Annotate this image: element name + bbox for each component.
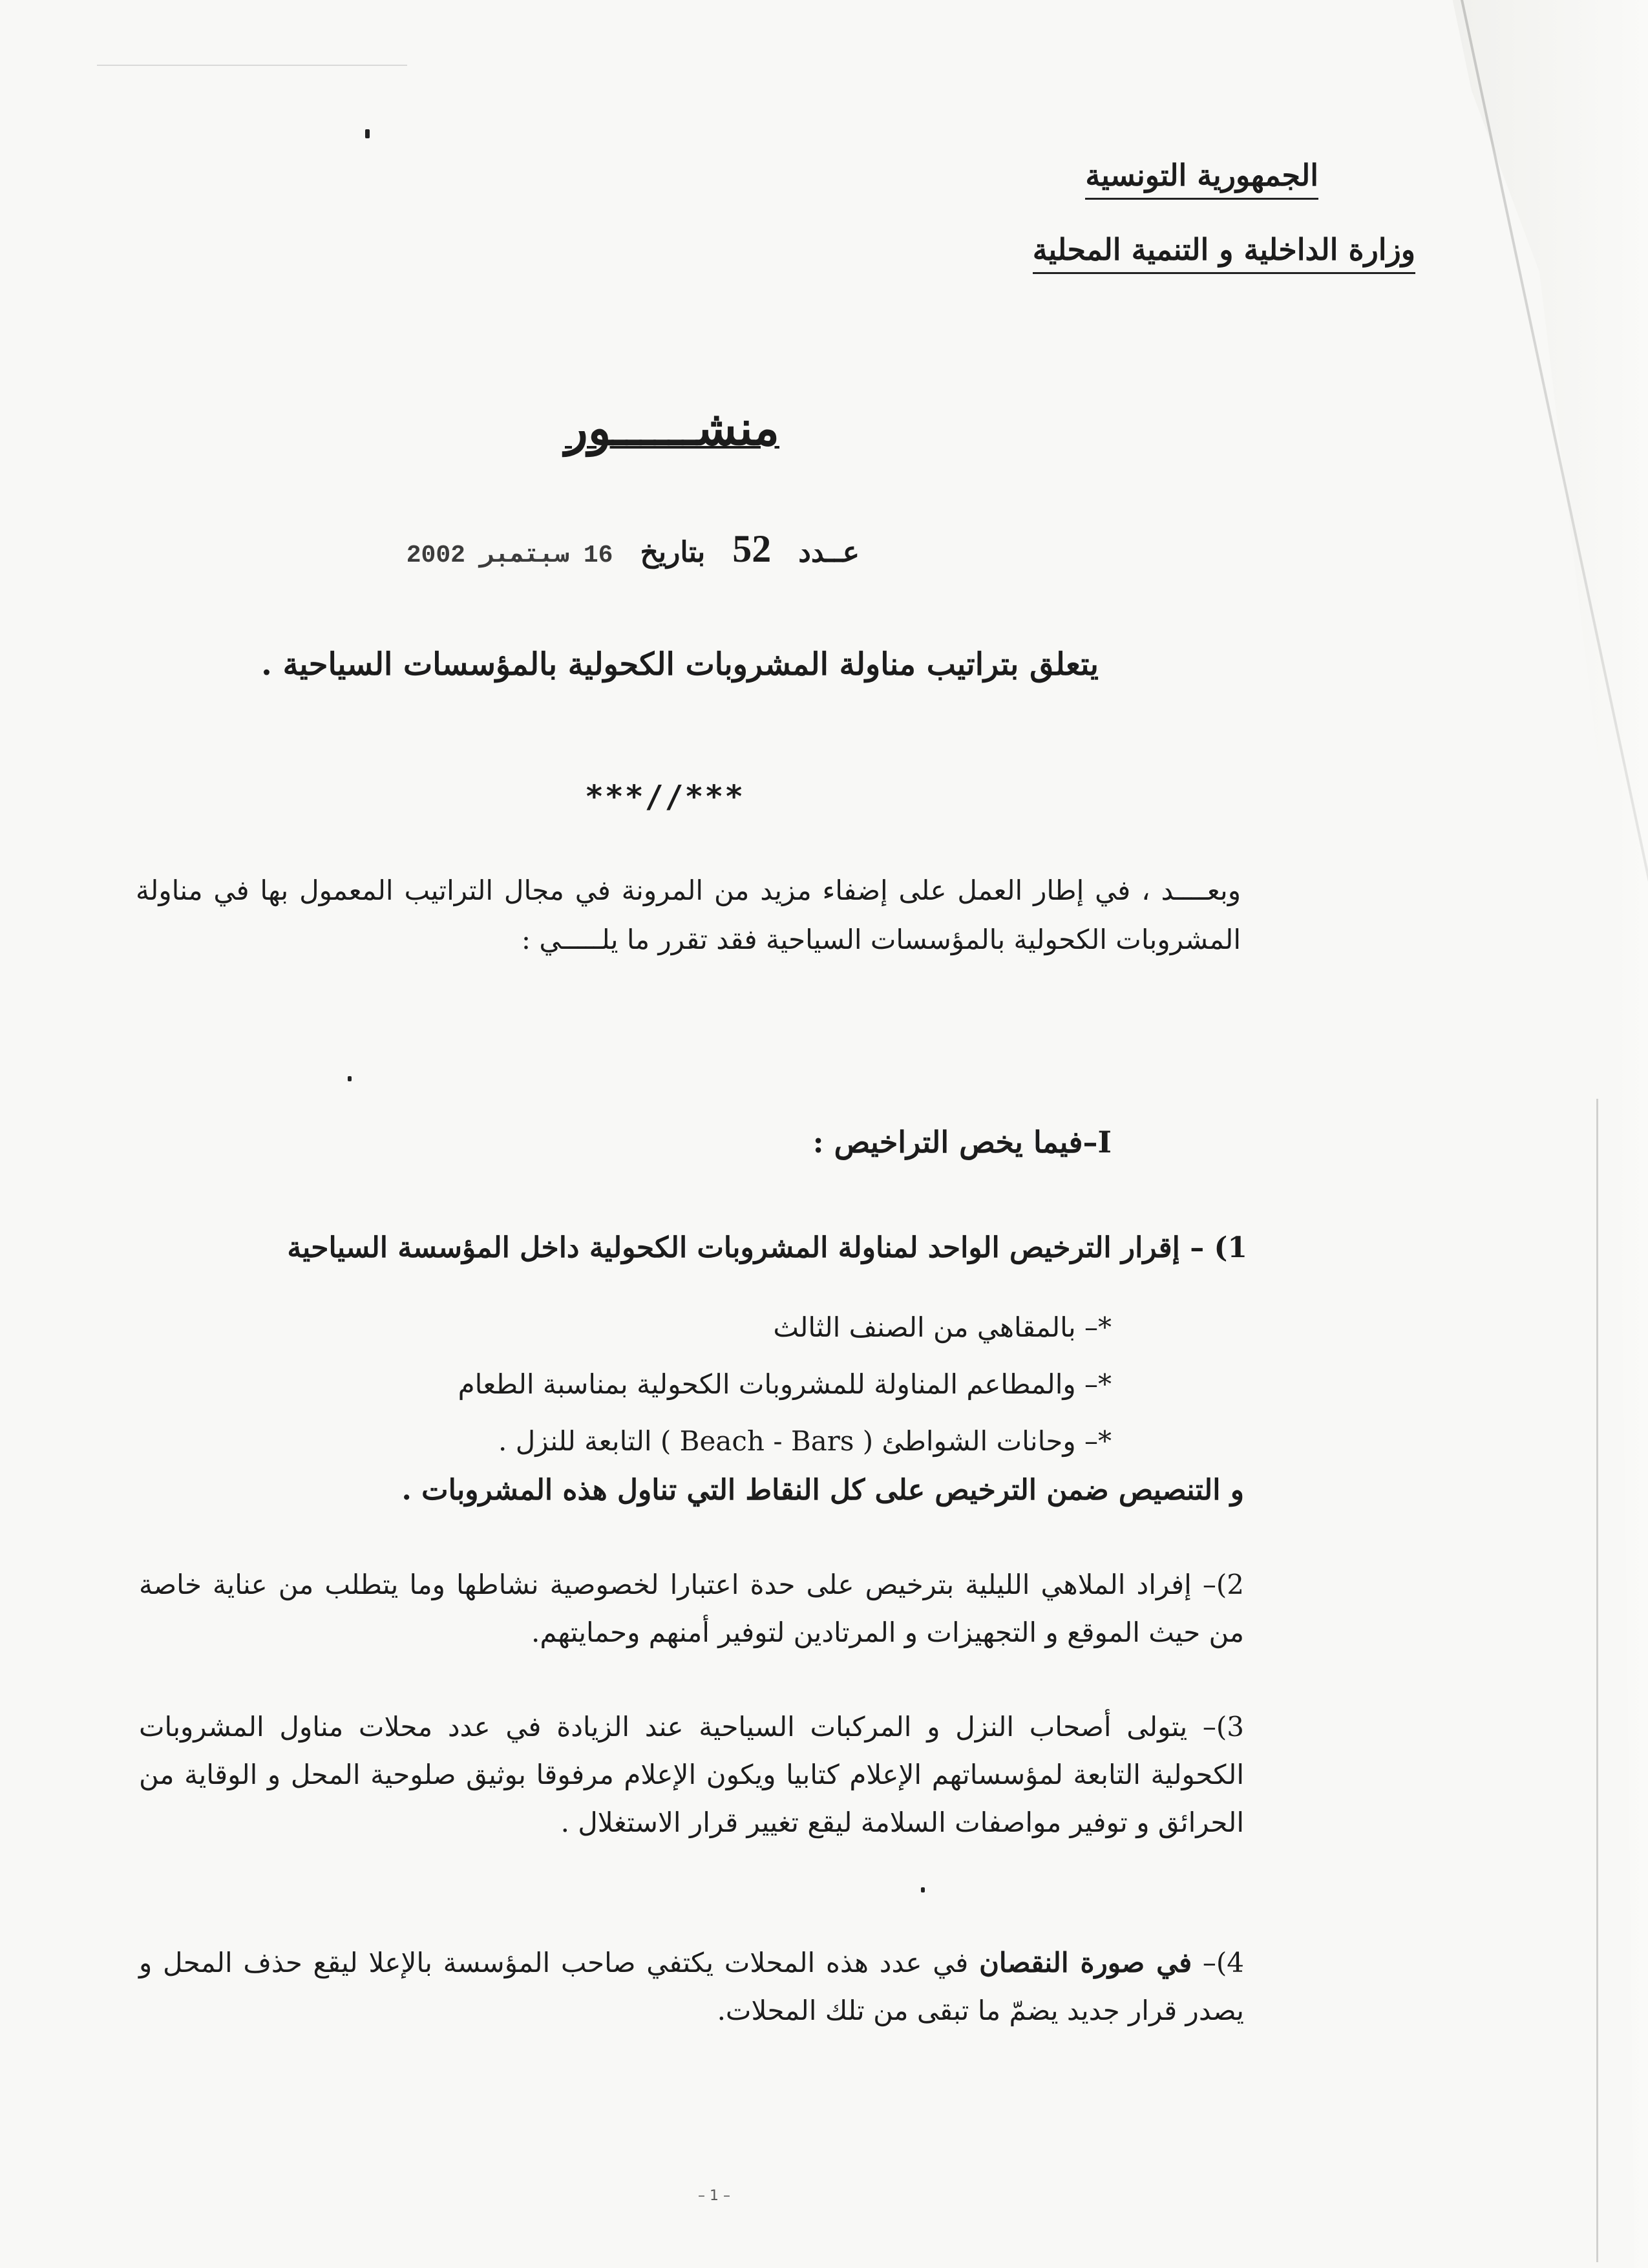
item-1-bullets xyxy=(458,1299,1112,1470)
bullet-beach-bars: *– وحانات الشواطئ ( Beach - Bars ) التابعة للنزل . xyxy=(498,1425,1112,1457)
document-title: منشــــــور xyxy=(564,401,780,456)
page-edge-line xyxy=(1596,1099,1598,2262)
circular-number-row xyxy=(407,527,860,571)
item-4-bold: في صورة النقصان xyxy=(979,1947,1192,1978)
bullet-cafes: *– بالمقاهي من الصنف الثالث xyxy=(773,1311,1112,1343)
number-label: عــدد xyxy=(798,536,860,569)
ink-speck xyxy=(348,1076,352,1081)
ink-speck xyxy=(365,129,370,138)
ink-speck xyxy=(921,1887,925,1892)
date-label: بتاريخ xyxy=(640,536,706,569)
header-ministry: وزارة الداخلية و التنمية المحلية xyxy=(1033,229,1415,270)
item-4-paragraph xyxy=(139,1939,1244,2035)
separator: ***//*** xyxy=(585,779,745,815)
item-1-number: 1) – xyxy=(1190,1231,1247,1264)
item-2-number: 2)– xyxy=(1202,1569,1244,1600)
number-value: 52 xyxy=(732,527,772,570)
faint-top-rule xyxy=(97,65,407,66)
subject-line: يتعلق بتراتيب مناولة المشروبات الكحولية بالمؤسسات السياحية . xyxy=(261,646,1099,683)
item-4-text: في عدد هذه المحلات يكتفي صاحب المؤسسة بالإعلا ليقع حذف المحل و يصدر قرار جديد يضمّ ما تبقى من تلك المحلات. xyxy=(139,1947,1244,2026)
bullet-restaurants: *– والمطاعم المناولة للمشروبات الكحولية بمناسبة الطعام xyxy=(458,1368,1112,1400)
page-number: – 1 – xyxy=(698,2188,730,2204)
item-3-text: يتولى أصحاب النزل و المركبات السياحية عند الزيادة في عدد محلات مناول المشروبات الكحولية التابعة لمؤسساتهم الإعلام كتابيا ويكون الإعلام مرفوقا بوثيق صلوحية المحل و الوقاية من الحرائق و توفير مواصفات السلامة ليقع تغيير قرار الاستغلال . xyxy=(139,1711,1244,1838)
item-3-paragraph xyxy=(139,1703,1244,1847)
date-stamp: 16 سبتمبر 2002 xyxy=(406,542,613,569)
item-1-note: و التنصيص ضمن الترخيص على كل النقاط التي تناول هذه المشروبات . xyxy=(401,1474,1244,1507)
intro-paragraph: وبعــــد ، في إطار العمل على إضفاء مزيد من المرونة في مجال التراتيب المعمول بها في مناولة المشروبات الكحولية بالمؤسسات السياحية فقد تقرر ما يلـــــي : xyxy=(136,874,1241,955)
header-country: الجمهورية التونسية xyxy=(1085,155,1318,195)
item-2-paragraph xyxy=(139,1561,1244,1657)
item-1-text: إقرار الترخيص الواحد لمناولة المشروبات الكحولية داخل المؤسسة السياحية xyxy=(287,1231,1180,1264)
item-2-text: إفراد الملاهي الليلية بترخيص على حدة اعتبارا لخصوصية نشاطها وما يتطلب من عناية خاصة من حيث الموقع و التجهيزات و المرتادين لتوفير أمنهم وحمايتهم. xyxy=(139,1569,1244,1648)
folded-page-edge xyxy=(1377,0,1648,2268)
item-4-number: 4)– xyxy=(1202,1947,1244,1978)
item-3-number: 3)– xyxy=(1202,1711,1244,1743)
section-heading-licenses: I–فيما يخص التراخيص : xyxy=(812,1125,1112,1160)
item-1-heading xyxy=(287,1231,1247,1264)
